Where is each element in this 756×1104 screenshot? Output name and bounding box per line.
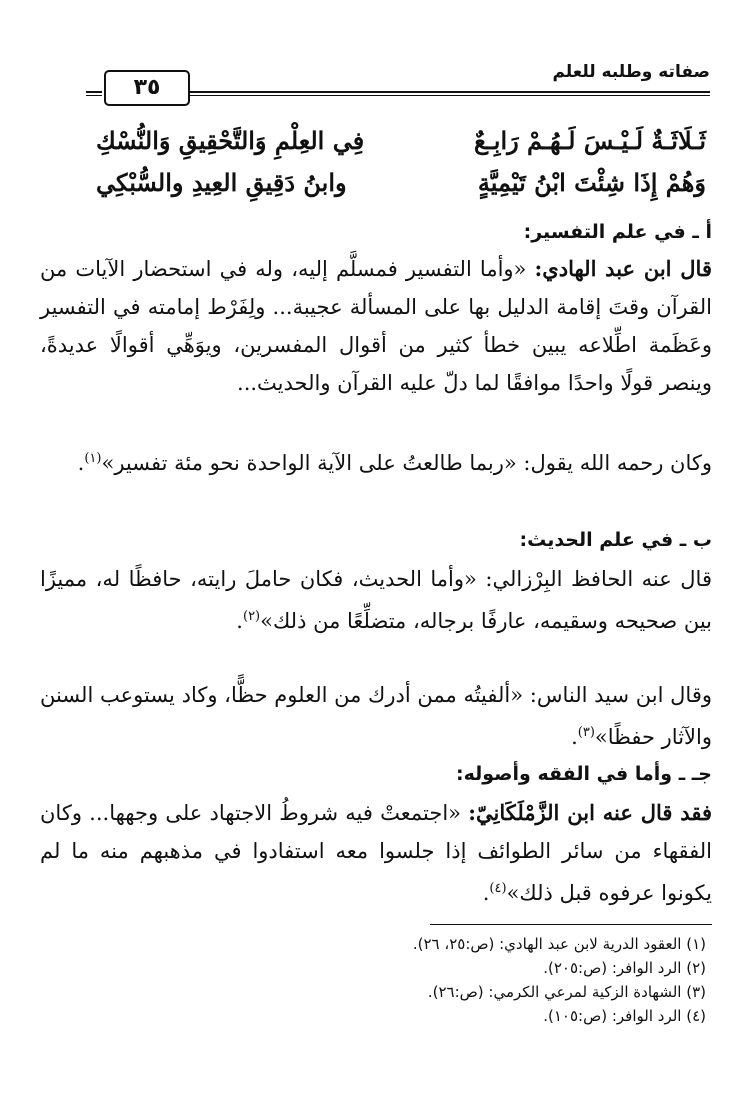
page-number: ٣٥ [104, 70, 190, 106]
footnotes [46, 932, 706, 1028]
period: . [236, 609, 243, 633]
period: . [482, 881, 490, 905]
period: . [77, 451, 85, 475]
quote-lead: قال ابن عبد الهادي: [534, 256, 712, 281]
footnote: (٤) الرد الوافر: (ص:١٠٥). [543, 1007, 706, 1025]
period: . [571, 725, 578, 749]
paragraph-hadith-2 [40, 676, 712, 756]
header-rule-left [86, 91, 102, 96]
paragraph-hadith-1 [40, 560, 712, 640]
verse-first-hemistich: ثَـلَاثَـةٌ لَـيْـسَ لَـهُـمْ رَابِـعٌ [473, 126, 706, 155]
paragraph-tafsir-1 [40, 250, 712, 402]
footnote: (٢) الرد الوافر: (ص:٢٠٥). [543, 959, 706, 977]
footnote-ref[interactable]: (١) [84, 451, 102, 466]
quote-text: وقال ابن سيد الناس: «ألفيتُه ممن أدرك من العلوم حظًّا، وكاد يستوعب السنن والآثار حفظًا» [40, 683, 712, 749]
footnote: (١) العقود الدرية لابن عبد الهادي: (ص:٢٥، ٢٦). [412, 935, 706, 953]
verse-second-hemistich: وابنُ دَقِيقِ العِيدِ والسُّبْكِي [96, 168, 347, 197]
footnote-ref[interactable]: (٣) [577, 725, 595, 740]
section-heading-fiqh: جـ ـ وأما في الفقه وأصوله: [455, 763, 712, 785]
section-heading-tafsir: أ ـ في علم التفسير: [523, 221, 712, 243]
quote-lead: فقد قال عنه ابن الزَّمْلَكَانِيّ: [468, 800, 712, 825]
footnote-ref[interactable]: (٢) [242, 609, 261, 624]
paragraph-fiqh-1 [40, 794, 712, 912]
poem-verse [96, 168, 706, 208]
verse-second-hemistich: فِي العِلْمِ وَالتَّحْقِيقِ وَالنُّسْكِ [96, 126, 365, 155]
footnote-ref[interactable]: (٤) [489, 881, 507, 896]
header-rule-right [188, 91, 710, 96]
verse-first-hemistich: وَهُمْ إِذَا شِئْتَ ابْنُ تَيْمِيَّةٍ [477, 168, 706, 197]
quote-text: «وأما التفسير فمسلَّم إليه، وله في استحضار الآيات من القرآن وقتَ إقامة الدليل بها على المسألة عجيبة... ولِفَرْط إمامته في التفسير وعَظَمة اطِّلاعه يبين خطأ كثير من أقوال المفسرين، ويوَهِّي أقوالًا عديدةً، وينصر قولًا واحدًا موافقًا لما دلّ عليه القرآن والحديث... [40, 257, 712, 395]
quote-text: قال عنه الحافظ البِرْزالي: «وأما الحديث، فكان حاملَ رايته، حافظًا له، مميزًا بين صحيحه وسقيمه، عارفًا برجاله، متضلِّعًا من ذلك» [40, 567, 712, 633]
quote-text: وكان رحمه الله يقول: «ربما طالعتُ على الآية الواحدة نحو مئة تفسير» [101, 451, 712, 475]
paragraph-tafsir-2 [40, 440, 712, 482]
section-heading-hadith: ب ـ في علم الحديث: [519, 529, 712, 551]
page-header [86, 56, 710, 102]
quote-text: «اجتمعتْ فيه شروطُ الاجتهاد على وجهها... وكان الفقهاء من سائر الطوائف إذا جلسوا معه استفادوا في مذهبهم منه ما لم يكونوا عرفوه قبل ذلك» [40, 801, 712, 905]
footnote: (٣) الشهادة الزكية لمرعي الكرمي: (ص:٢٦). [427, 983, 706, 1001]
poem-verse [96, 126, 706, 166]
footnote-separator [430, 924, 712, 925]
running-title: صفاته وطلبه للعلم [552, 62, 710, 82]
